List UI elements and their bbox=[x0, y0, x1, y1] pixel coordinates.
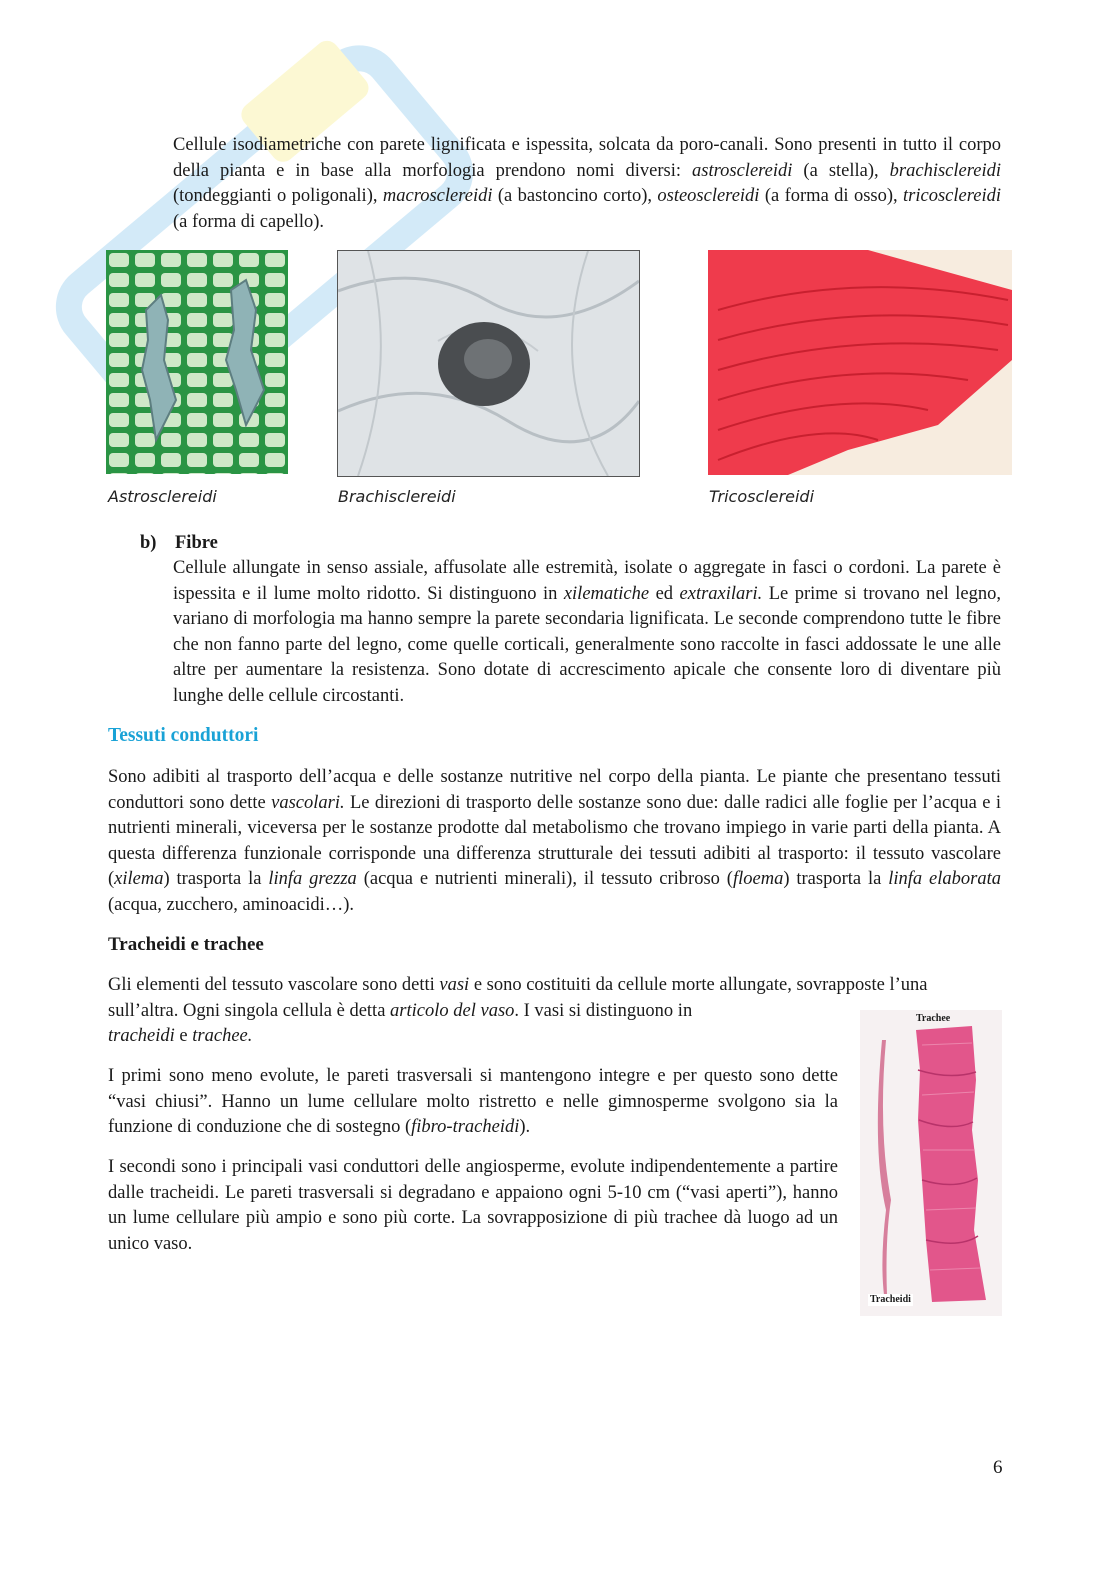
tracheidi-paragraph-1: Gli elementi del tessuto vascolare sono detti vasi e sono costituiti da cellule morte allungate, sovrapposte l’una sull’altra. Ogni singola cellula è detta articolo del vaso. I vasi si distinguono in tracheidi e trachee. bbox=[108, 975, 928, 1046]
figure-label-tracheidi: Tracheidi bbox=[870, 1294, 911, 1305]
brachisclereidi-image bbox=[337, 250, 640, 477]
astrosclereidi-image bbox=[106, 250, 288, 474]
fibre-title: Fibre bbox=[175, 533, 218, 553]
section-heading-tracheidi: Tracheidi e trachee bbox=[108, 934, 264, 955]
fibre-paragraph: Cellule allungate in senso assiale, affusolate alle estremità, isolate o aggregate in fasci o cordoni. La parete è ispessita e il lume molto ridotto. Si distinguono in xilematiche ed extraxilari. Le prime si trovano nel legno, variano di morfologia ma hanno sempre la parete secondaria lignificata. Le seconde comprendono tutte le fibre che non fanno parte del legno, come quelle corticali, generalmente sono raccolte in fasci addossate le une alle altre per aumentare la resistenza. Sono dotate di accrescimento apicale che consente loro di diventare più lunghe delle cellule circostanti. bbox=[173, 558, 1001, 706]
tracheidi-paragraph-3: I secondi sono i principali vasi conduttori delle angiosperme, evolute indipendentemente a partire dalle tracheidi. Le pareti trasversali si degradano e appaiono ogni 5-10 cm (“vasi aperti”), hanno un lume cellulare più ampio e sono più corte. La sovrapposizione di più trachee dà luogo ad un unico vaso. bbox=[108, 1157, 838, 1254]
page-number: 6 bbox=[993, 1457, 1003, 1478]
conduttori-paragraph: Sono adibiti al trasporto dell’acqua e delle sostanze nutritive nel corpo della pianta. Le piante che presentano tessuti conduttori sono dette vascolari. Le direzioni di trasporto delle sostanze sono due: dalle radici alle foglie per l’acqua e i nutrienti minerali, viceversa per le sostanze prodotte dal metabolismo che trovano impiego in varie parti della pianta. A questa differenza funzionale corrisponde una differenza strutturale dei tessuti adibiti al trasporto: il tessuto vascolare (xilema) trasporta la linfa grezza (acqua e nutrienti minerali), il tessuto cribroso (floema) trasporta la linfa elaborata (acqua, zucchero, aminoacidi…). bbox=[108, 767, 1001, 915]
section-heading-conduttori: Tessuti conduttori bbox=[108, 725, 259, 746]
caption-tricosclereidi: Tricosclereidi bbox=[709, 487, 815, 506]
tricosclereidi-image bbox=[708, 250, 1012, 475]
sclereidi-paragraph: Cellule isodiametriche con parete lignificata e ispessita, solcata da poro-canali. Sono presenti in tutto il corpo della pianta e in base alla morfologia prendono nomi diversi: astrosclereidi (a stella), brachisclereidi (tondeggianti o poligonali), macrosclereidi (a bastoncino corto), osteosclereidi (a forma di osso), tricosclereidi (a forma di capello). bbox=[173, 135, 1001, 232]
caption-astrosclereidi: Astrosclereidi bbox=[108, 487, 217, 506]
tracheidi-paragraph-2: I primi sono meno evolute, le pareti trasversali si mantengono integre e per questo sono dette “vasi chiusi”. Hanno un lume cellulare molto ristretto e nelle gimnosperme svolgono sia la funzione di conduzione che di sostegno (fibro-tracheidi). bbox=[108, 1066, 838, 1137]
trachee-tracheidi-image bbox=[860, 1010, 1002, 1316]
list-marker: b) bbox=[140, 533, 157, 553]
figure-label-trachee: Trachee bbox=[916, 1013, 951, 1024]
caption-brachisclereidi: Brachisclereidi bbox=[338, 487, 456, 506]
